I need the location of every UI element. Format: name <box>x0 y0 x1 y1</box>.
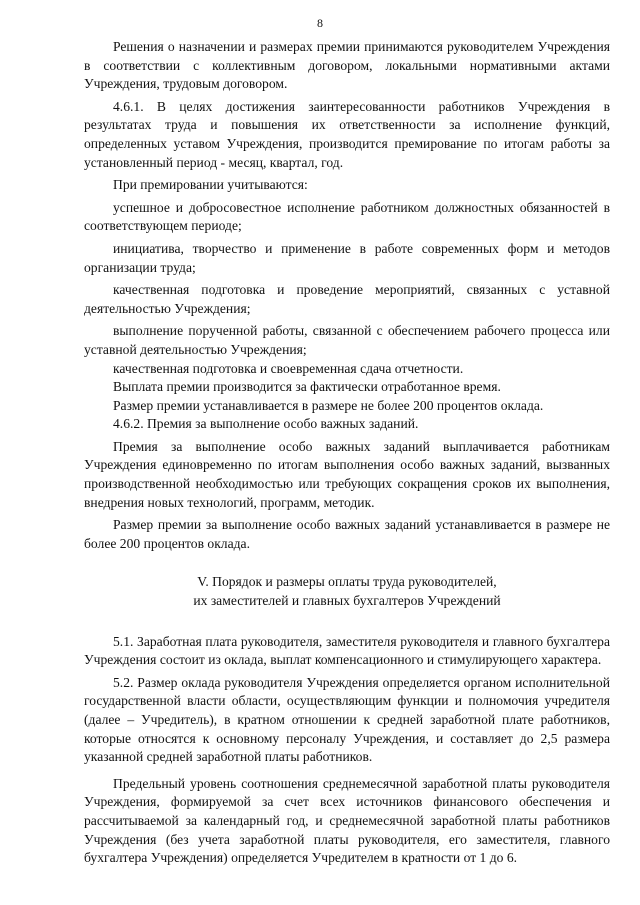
paragraph-bonus-size: Размер премии устанавливается в размере не более 200 процентов оклада. <box>113 397 544 413</box>
paragraph-4-6-2: 4.6.2. Премия за выполнение особо важных заданий. <box>113 416 419 432</box>
paragraph-4-6-1: 4.6.1. В целях достижения заинтересованности работников Учреждения в результатах труда и повышения их ответственности за исполнение функций, определенных уставом Учреждения, производится премирование по итогам работы за установленный период - месяц, квартал, год. <box>84 98 610 170</box>
paragraph-bonus-payment-time: Выплата премии производится за фактически отработанное время. <box>113 379 501 395</box>
paragraph-5-1: 5.1. Заработная плата руководителя, заместителя руководителя и главного бухгалтера Учреждения состоит из оклада, выплат компенсационного и стимулирующего характера. <box>84 633 610 668</box>
list-item-criterion-2: инициатива, творчество и применение в работе современных форм и методов организации труда; <box>84 240 610 275</box>
list-item-criterion-3: качественная подготовка и проведение мероприятий, связанных с уставной деятельностью Учреждения; <box>84 282 610 316</box>
document-body <box>84 38 610 868</box>
paragraph-special-tasks-bonus: Премия за выполнение особо важных заданий выплачивается работникам Учреждения единовременно по итогам выполнения особо важных заданий, вызванных производственной необходимостью или требующих сокращения сроков их выполнения, внедрения новых технологий, программ, методик. <box>84 438 610 510</box>
section-heading-line-2: их заместителей и главных бухгалтеров Учреждений <box>193 593 501 609</box>
page-number: 8 <box>317 16 323 30</box>
list-item-criterion-4: выполнение порученной работы, связанной с обеспечением рабочего процесса или уставной деятельностью Учреждения; <box>84 323 610 357</box>
paragraph-bonus-decisions: Решения о назначении и размерах премии принимаются руководителем Учреждения в соответствии с коллективным договором, локальными нормативными актами Учреждения, трудовым договором. <box>84 39 610 92</box>
paragraph-special-tasks-size: Размер премии за выполнение особо важных заданий устанавливается в размере не более 200 процентов оклада. <box>84 517 610 551</box>
section-heading <box>84 573 610 610</box>
section-heading-line-1: V. Порядок и размеры оплаты труда руководителей, <box>197 574 497 590</box>
paragraph-5-2: 5.2. Размер оклада руководителя Учреждения определяется органом исполнительной государственной власти области, осуществляющим функции и полномочия учредителя (далее – Учредитель), в кратном отношении к средней заработной плате работников, которые относятся к основному персоналу Учреждения, и составляет до 2,5 размера указанной средней заработной платы работников. <box>84 674 610 765</box>
list-item-criterion-5: качественная подготовка и своевременная сдача отчетности. <box>113 360 464 376</box>
list-item-criterion-1: успешное и добросовестное исполнение работником должностных обязанностей в соответствующем периоде; <box>84 199 610 234</box>
paragraph-salary-ratio: Предельный уровень соотношения среднемесячной заработной платы руководителя Учреждения, формируемой за счет всех источников финансового обеспечения и рассчитываемой за календарный год, и среднемесячной заработной платы работников Учреждения (без учета заработной платы руководителя, его заместителя, главного бухгалтера Учреждения) определяется Учредителем в кратности от 1 до 6. <box>84 775 610 866</box>
paragraph-bonus-criteria-intro: При премировании учитываются: <box>113 177 308 193</box>
